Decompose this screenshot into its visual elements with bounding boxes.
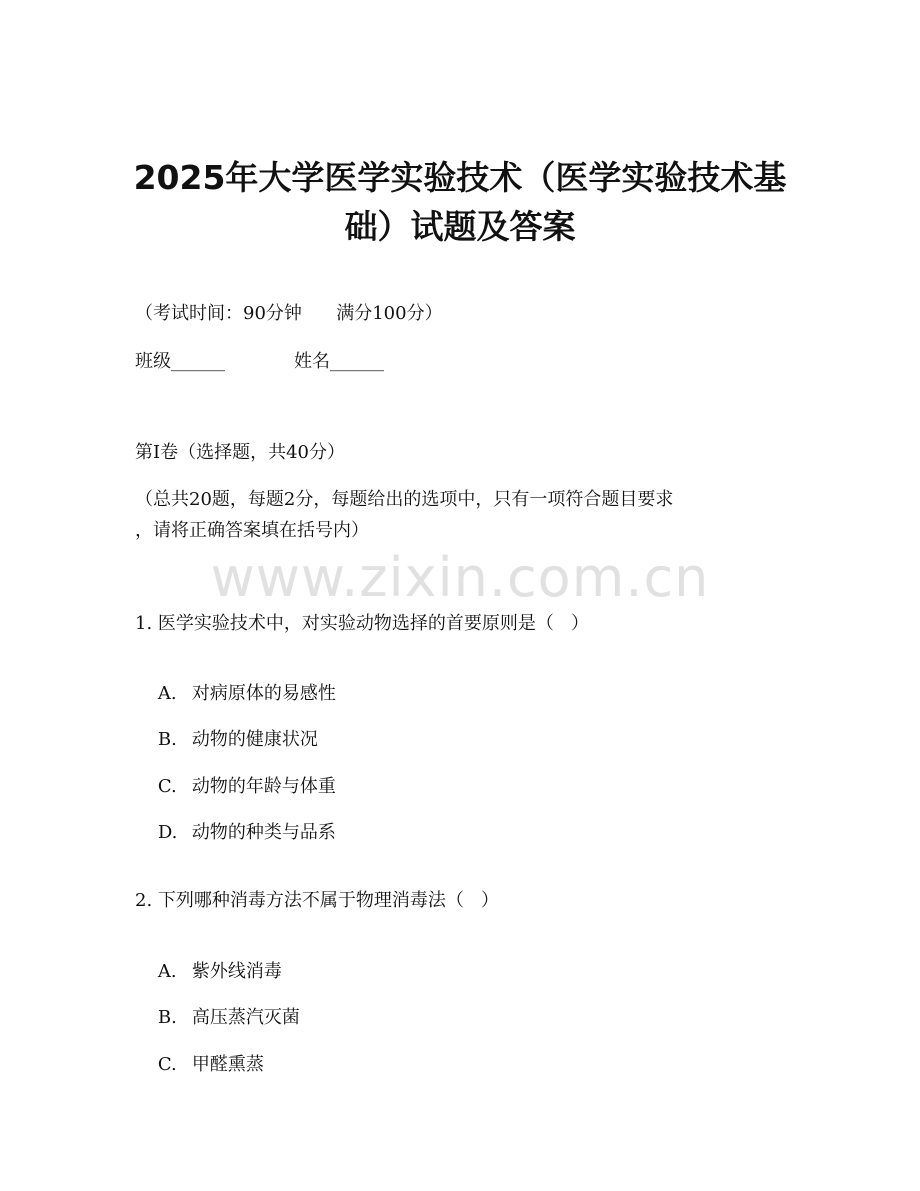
- question-2-stem: 2. 下列哪种消毒方法不属于物理消毒法（ ）: [135, 890, 500, 911]
- option-text: 甲醛熏蒸: [191, 1054, 264, 1075]
- name-field-label: 姓名______: [294, 351, 384, 372]
- option-text: 动物的健康状况: [191, 729, 318, 750]
- question-2-option-c: [135, 1029, 264, 1101]
- option-letter: A.: [157, 683, 177, 704]
- question-1-option-d: [135, 797, 336, 869]
- option-text: 动物的年龄与体重: [191, 776, 336, 797]
- option-letter: B.: [157, 1007, 177, 1028]
- option-letter: A.: [157, 961, 177, 982]
- document-title-line-2: 础）试题及答案: [344, 207, 576, 246]
- option-text: 高压蒸汽灭菌: [191, 1007, 300, 1028]
- watermark: www.zixin.com.cn: [210, 546, 710, 609]
- option-letter: C.: [157, 776, 177, 797]
- option-text: 动物的种类与品系: [191, 822, 336, 843]
- option-letter: D.: [157, 822, 178, 843]
- document-title-line-1: 2025年大学医学实验技术（医学实验技术基: [133, 158, 787, 197]
- section-heading: 第I卷（选择题，共40分）: [135, 442, 346, 463]
- class-field-label: 班级______: [135, 351, 225, 372]
- section-instruction-line-1: （总共20题，每题2分，每题给出的选项中，只有一项符合题目要求: [135, 489, 674, 510]
- exam-info: （考试时间：90分钟 满分100分）: [135, 303, 443, 324]
- question-1-stem: 1. 医学实验技术中，对实验动物选择的首要原则是（ ）: [135, 613, 590, 634]
- option-text: 紫外线消毒: [191, 961, 282, 982]
- option-letter: B.: [157, 729, 177, 750]
- option-letter: C.: [157, 1054, 177, 1075]
- option-text: 对病原体的易感性: [191, 683, 336, 704]
- section-instruction-line-2: ，请将正确答案填在括号内）: [135, 520, 369, 541]
